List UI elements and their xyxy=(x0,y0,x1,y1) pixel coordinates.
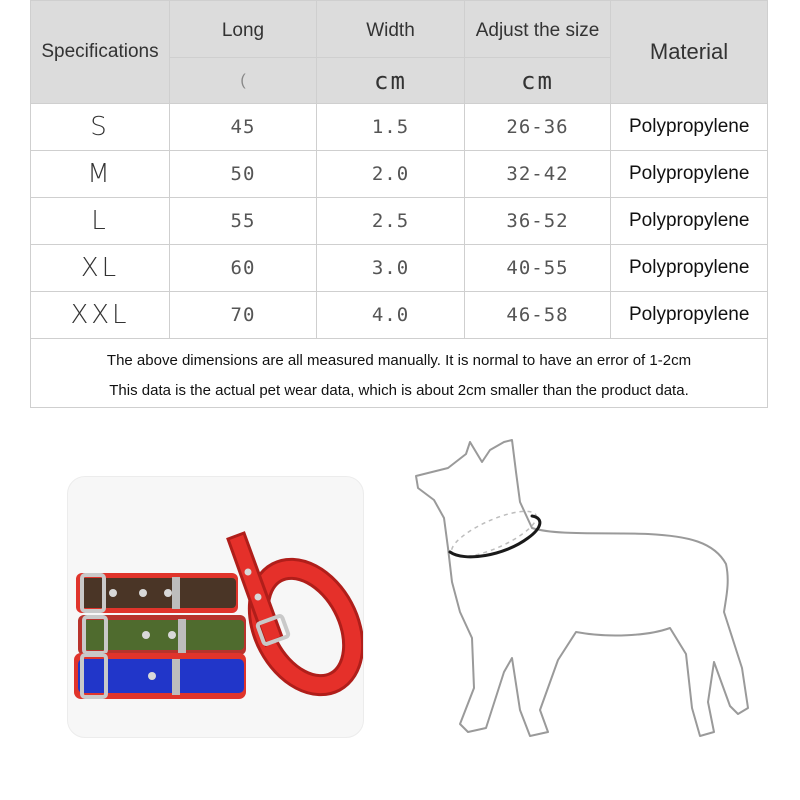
collar-coffee xyxy=(76,573,238,613)
width-cell: 2.5 xyxy=(317,198,465,245)
adjust-cell: 26-36 xyxy=(465,104,611,151)
collar-army-green xyxy=(78,615,246,655)
header-width: Width xyxy=(317,1,465,58)
size-table xyxy=(30,0,768,408)
width-cell: 2.0 xyxy=(317,151,465,198)
width-cell: 4.0 xyxy=(317,292,465,339)
dog-body-outline xyxy=(416,440,748,736)
collar-blue xyxy=(74,653,246,699)
table-row xyxy=(31,151,768,198)
header-adjust-size: Adjust the size xyxy=(465,1,611,58)
note-cell xyxy=(31,339,768,408)
material-cell: Polypropylene xyxy=(611,151,768,198)
size-cell: L xyxy=(31,198,170,245)
long-cell: 60 xyxy=(170,245,317,292)
long-cell: 55 xyxy=(170,198,317,245)
collar-illustration xyxy=(68,477,364,738)
material-cell: Polypropylene xyxy=(611,198,768,245)
adjust-cell: 40-55 xyxy=(465,245,611,292)
unit-long: ( xyxy=(170,58,317,104)
header-specifications: Specifications xyxy=(31,1,170,104)
size-cell: M xyxy=(31,151,170,198)
width-cell: 3.0 xyxy=(317,245,465,292)
table-row xyxy=(31,104,768,151)
size-cell: S xyxy=(31,104,170,151)
material-cell: Polypropylene xyxy=(611,292,768,339)
size-cell: XL xyxy=(31,245,170,292)
long-cell: 70 xyxy=(170,292,317,339)
size-cell: XXL xyxy=(31,292,170,339)
table-row xyxy=(31,198,768,245)
table-row xyxy=(31,292,768,339)
adjust-cell: 32-42 xyxy=(465,151,611,198)
note-row xyxy=(31,339,768,408)
long-cell: 50 xyxy=(170,151,317,198)
header-long: Long xyxy=(170,1,317,58)
material-cell: Polypropylene xyxy=(611,104,768,151)
collar-photo xyxy=(67,476,364,738)
unit-width: cm xyxy=(317,58,465,104)
note-line-1: The above dimensions are all measured manually. It is normal to have an error of 1-2cm xyxy=(106,352,692,369)
material-cell: Polypropylene xyxy=(611,245,768,292)
collar-red xyxy=(228,533,364,701)
width-cell: 1.5 xyxy=(317,104,465,151)
note-line-2: This data is the actual pet wear data, which is about 2cm smaller than the product data. xyxy=(109,382,689,399)
adjust-cell: 36-52 xyxy=(465,198,611,245)
header-row xyxy=(31,1,768,58)
table-row xyxy=(31,245,768,292)
long-cell: 45 xyxy=(170,104,317,151)
dog-outline-illustration xyxy=(408,432,753,750)
header-material: Material xyxy=(611,1,768,104)
adjust-cell: 46-58 xyxy=(465,292,611,339)
unit-adjust: cm xyxy=(465,58,611,104)
dog-outline xyxy=(408,432,753,750)
